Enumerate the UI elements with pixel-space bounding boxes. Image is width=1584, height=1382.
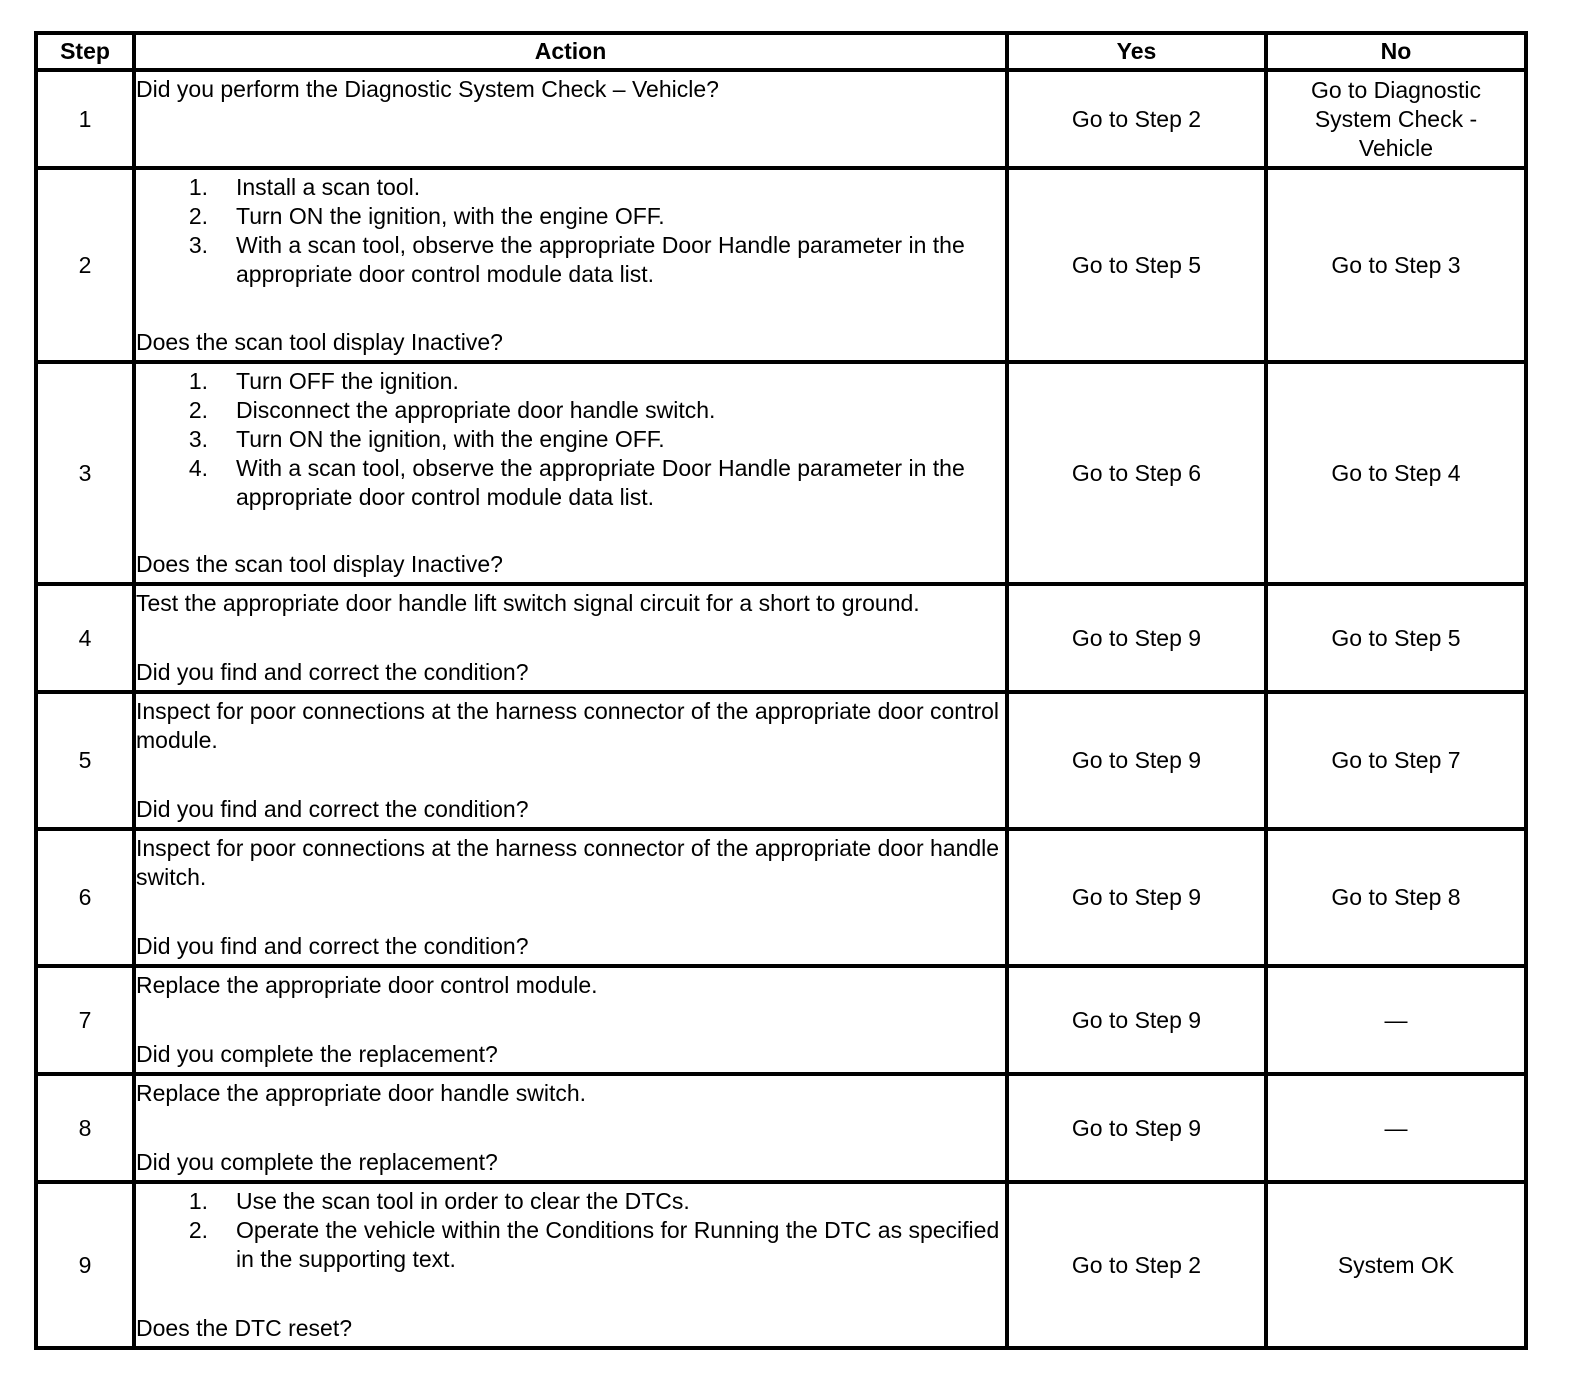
instruction-number: 2. — [188, 397, 208, 423]
step-number: 9 — [36, 1182, 134, 1348]
instruction-text: With a scan tool, observe the appropriate Door Handle parameter in the appropriate door control module data list. — [236, 232, 965, 287]
instruction-text: Install a scan tool. — [236, 174, 421, 200]
action-text: Test the appropriate door handle lift switch signal circuit for a short to ground. — [136, 590, 920, 616]
action-text: Did you perform the Diagnostic System Check – Vehicle? — [136, 76, 719, 102]
table-body — [36, 70, 1526, 1348]
no-result: — — [1266, 966, 1526, 1074]
action-cell — [134, 1182, 1007, 1348]
no-result: Go to Step 4 — [1266, 362, 1526, 584]
action-cell — [134, 584, 1007, 692]
instruction-text: Use the scan tool in order to clear the DTCs. — [236, 1188, 690, 1214]
instruction-number: 1. — [188, 368, 208, 394]
action-cell — [134, 168, 1007, 362]
no-result: Go to Step 3 — [1266, 168, 1526, 362]
yes-result: Go to Step 6 — [1007, 362, 1266, 584]
diagnostic-table — [34, 31, 1528, 1350]
action-cell — [134, 1074, 1007, 1182]
list-item — [186, 1216, 1005, 1274]
instruction-text: Operate the vehicle within the Conditions for Running the DTC as specified in the supporting text. — [236, 1217, 1000, 1272]
table-row — [36, 966, 1526, 1074]
action-text: Replace the appropriate door control module. — [136, 972, 598, 998]
instruction-text: With a scan tool, observe the appropriate Door Handle parameter in the appropriate door control module data list. — [236, 455, 965, 510]
instruction-number: 3. — [188, 232, 208, 258]
no-result: Go to Step 5 — [1266, 584, 1526, 692]
no-result: Go to Step 7 — [1266, 692, 1526, 829]
list-item — [186, 367, 1005, 396]
instruction-list — [136, 367, 1005, 512]
step-number: 5 — [36, 692, 134, 829]
no-result: System OK — [1266, 1182, 1526, 1348]
header-step: Step — [36, 33, 134, 70]
list-item — [186, 231, 1005, 289]
step-number: 4 — [36, 584, 134, 692]
header-yes: Yes — [1007, 33, 1266, 70]
action-cell — [134, 362, 1007, 584]
instruction-number: 1. — [188, 174, 208, 200]
action-question: Does the scan tool display Inactive? — [136, 551, 503, 577]
instruction-number: 2. — [188, 203, 208, 229]
instruction-number: 1. — [188, 1188, 208, 1214]
instruction-number: 4. — [188, 455, 208, 481]
yes-result: Go to Step 9 — [1007, 1074, 1266, 1182]
table-row — [36, 168, 1526, 362]
no-result: — — [1266, 1074, 1526, 1182]
instruction-text: Disconnect the appropriate door handle switch. — [236, 397, 716, 423]
step-number: 6 — [36, 829, 134, 966]
instruction-list — [136, 173, 1005, 289]
step-number: 1 — [36, 70, 134, 168]
instruction-number: 3. — [188, 426, 208, 452]
header-row — [36, 33, 1526, 70]
step-number: 7 — [36, 966, 134, 1074]
table-row — [36, 584, 1526, 692]
action-cell — [134, 966, 1007, 1074]
action-question: Did you find and correct the condition? — [136, 796, 529, 822]
no-result: Go to Step 8 — [1266, 829, 1526, 966]
action-question: Does the DTC reset? — [136, 1315, 353, 1341]
action-question: Did you find and correct the condition? — [136, 659, 529, 685]
table-row — [36, 829, 1526, 966]
instruction-text: Turn OFF the ignition. — [236, 368, 459, 394]
list-item — [186, 173, 1005, 202]
no-result: Go to Diagnostic System Check - Vehicle — [1266, 70, 1526, 168]
list-item — [186, 396, 1005, 425]
yes-result: Go to Step 5 — [1007, 168, 1266, 362]
list-item — [186, 425, 1005, 454]
action-text: Replace the appropriate door handle switch. — [136, 1080, 587, 1106]
table-row — [36, 692, 1526, 829]
action-question: Did you find and correct the condition? — [136, 933, 529, 959]
table-row — [36, 70, 1526, 168]
yes-result: Go to Step 9 — [1007, 829, 1266, 966]
header-no: No — [1266, 33, 1526, 70]
header-action: Action — [134, 33, 1007, 70]
instruction-text: Turn ON the ignition, with the engine OFF. — [236, 203, 665, 229]
action-question: Does the scan tool display Inactive? — [136, 329, 503, 355]
yes-result: Go to Step 2 — [1007, 70, 1266, 168]
yes-result: Go to Step 2 — [1007, 1182, 1266, 1348]
instruction-list — [136, 1187, 1005, 1274]
yes-result: Go to Step 9 — [1007, 692, 1266, 829]
yes-result: Go to Step 9 — [1007, 584, 1266, 692]
list-item — [186, 202, 1005, 231]
action-question: Did you complete the replacement? — [136, 1041, 498, 1067]
action-cell — [134, 70, 1007, 168]
yes-result: Go to Step 9 — [1007, 966, 1266, 1074]
action-question: Did you complete the replacement? — [136, 1149, 498, 1175]
list-item — [186, 454, 1005, 512]
instruction-text: Turn ON the ignition, with the engine OFF. — [236, 426, 665, 452]
action-cell — [134, 692, 1007, 829]
table-row — [36, 1074, 1526, 1182]
step-number: 2 — [36, 168, 134, 362]
list-item — [186, 1187, 1005, 1216]
action-text: Inspect for poor connections at the harness connector of the appropriate door handle switch. — [136, 835, 1000, 890]
action-text: Inspect for poor connections at the harness connector of the appropriate door control module. — [136, 698, 1000, 753]
step-number: 3 — [36, 362, 134, 584]
table-row — [36, 1182, 1526, 1348]
table-row — [36, 362, 1526, 584]
instruction-number: 2. — [188, 1217, 208, 1243]
action-cell — [134, 829, 1007, 966]
step-number: 8 — [36, 1074, 134, 1182]
